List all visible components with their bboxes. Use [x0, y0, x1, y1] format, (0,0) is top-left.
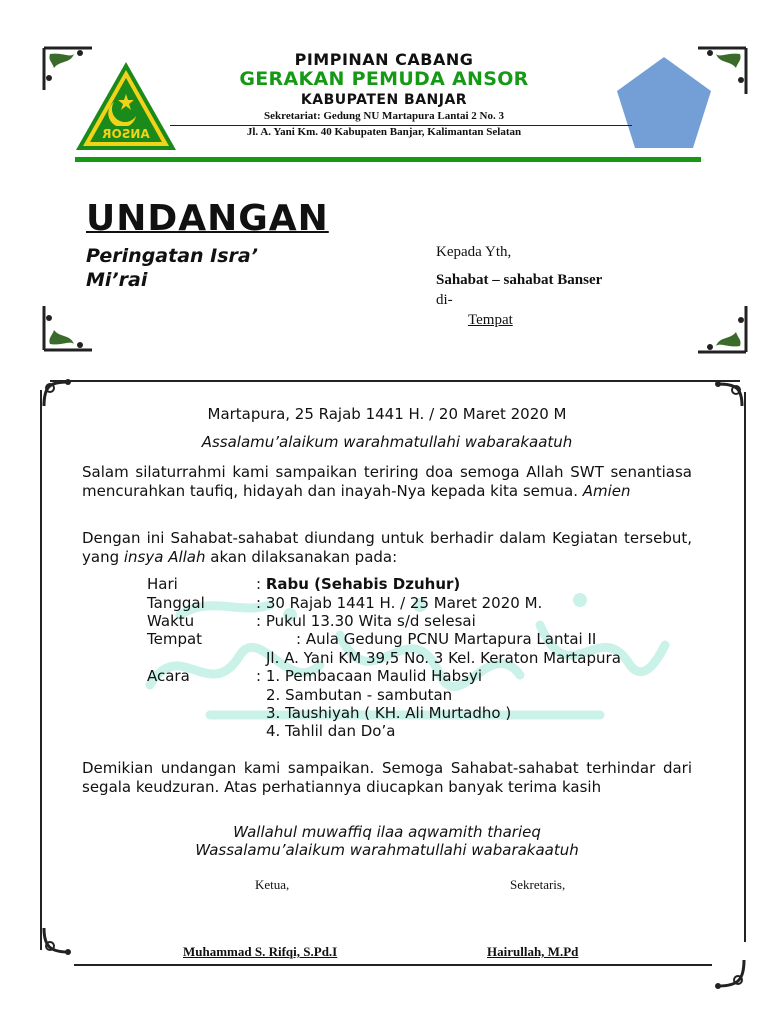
header-alamat: Jl. A. Yani Km. 40 Kabupaten Banjar, Kalimantan Selatan	[246, 126, 522, 138]
corner-ornament-icon	[710, 954, 750, 992]
recipient-place: Tempat	[468, 312, 513, 328]
signature-sekretaris-name: Hairullah, M.Pd	[487, 944, 579, 959]
frame-border-left	[40, 390, 42, 950]
header-sekretariat: Sekretariat: Gedung NU Martapura Lantai 2 No. 3	[264, 110, 504, 122]
acara-item: 3. Taushiyah ( KH. Ali Murtadho )	[266, 704, 512, 722]
header-pimpinan: PIMPINAN CABANG	[294, 50, 474, 69]
corner-ornament-icon	[708, 378, 748, 412]
frame-border-top	[50, 380, 740, 382]
acara-item: 4. Tahlil dan Do’a	[266, 722, 396, 740]
paragraph-opening-text: Salam silaturrahmi kami sampaikan teriring doa semoga Allah SWT senantiasa mencurahkan taufiq, hidayah dan inayah-Nya kepada kita semua.	[82, 463, 692, 500]
detail-tanggal-label: Tanggal	[147, 594, 205, 612]
corner-ornament-icon	[694, 302, 750, 356]
paragraph-opening	[82, 463, 692, 501]
signature-sekretaris-label: Sekretaris,	[510, 877, 566, 892]
header-green-rule	[75, 157, 701, 162]
paragraph-opening-amien: Amien	[582, 482, 631, 500]
frame-border-right	[744, 392, 746, 942]
closing-line-2: Wassalamu’alaikum warahmatullahi wabarakaatuh	[195, 841, 579, 859]
paragraph-closing: Demikian undangan kami sampaikan. Semoga Sahabat-sahabat terhindar dari segala keudzuran. Atas perhatiannya diucapkan banyak terima kasih	[82, 759, 692, 796]
paragraph-invitation-text-a: Dengan ini Sahabat-sahabat diundang untuk berhadir dalam Kegiatan tersebut, yang	[82, 529, 692, 566]
paragraph-invitation	[82, 529, 692, 567]
corner-ornament-icon	[40, 302, 96, 354]
letter-greeting: Assalamu’alaikum warahmatullahi wabarakaatuh	[201, 433, 573, 451]
recipient-name: Sahabat – sahabat Banser	[436, 272, 603, 288]
detail-waktu-label: Waktu	[147, 612, 195, 630]
document-subtitle: Peringatan Isra’ Mi’rai	[86, 245, 258, 291]
acara-item: : 1. Pembacaan Maulid Habsyi	[256, 667, 482, 685]
detail-waktu-value: : Pukul 13.30 Wita s/d selesai	[256, 612, 476, 630]
recipient-kepada: Kepada Yth,	[436, 244, 512, 260]
pentagon-shape	[614, 54, 714, 152]
letter-date: Martapura, 25 Rajab 1441 H. / 20 Maret 2020 M	[207, 405, 567, 423]
detail-tempat-alamat: Jl. A. Yani KM 39,5 No. 3 Kel. Keraton Martapura	[266, 649, 621, 667]
header-organisasi: GERAKAN PEMUDA ANSOR	[239, 68, 529, 90]
detail-tanggal-value: : 30 Rajab 1441 H. / 25 Maret 2020 M.	[256, 594, 543, 612]
detail-hari-label: Hari	[147, 575, 178, 593]
logo-text: ANSOR	[102, 127, 150, 141]
recipient-di: di-	[436, 292, 453, 308]
frame-border-bottom	[74, 964, 712, 966]
header-kabupaten: KABUPATEN BANJAR	[300, 92, 468, 108]
paragraph-invitation-italic: insya Allah	[123, 548, 206, 566]
signature-ketua-name: Muhammad S. Rifqi, S.Pd.I	[183, 944, 338, 959]
signature-ketua-label: Ketua,	[255, 877, 290, 892]
detail-tempat-value: : Aula Gedung PCNU Martapura Lantai II	[296, 630, 597, 648]
closing-line-1: Wallahul muwaffiq ilaa aqwamith tharieq	[233, 823, 541, 841]
acara-item: 2. Sambutan - sambutan	[266, 686, 453, 704]
paragraph-invitation-text-b: akan dilaksanakan pada:	[205, 548, 398, 566]
document-title: UNDANGAN	[86, 198, 329, 239]
detail-hari-value: : Rabu (Sehabis Dzuhur)	[256, 575, 461, 593]
detail-acara-label: Acara	[147, 667, 190, 685]
ansor-logo-icon	[74, 60, 178, 154]
corner-ornament-icon	[38, 922, 78, 958]
detail-hari-bold: Rabu (Sehabis Dzuhur)	[265, 575, 461, 593]
detail-tempat-label: Tempat	[147, 630, 203, 648]
